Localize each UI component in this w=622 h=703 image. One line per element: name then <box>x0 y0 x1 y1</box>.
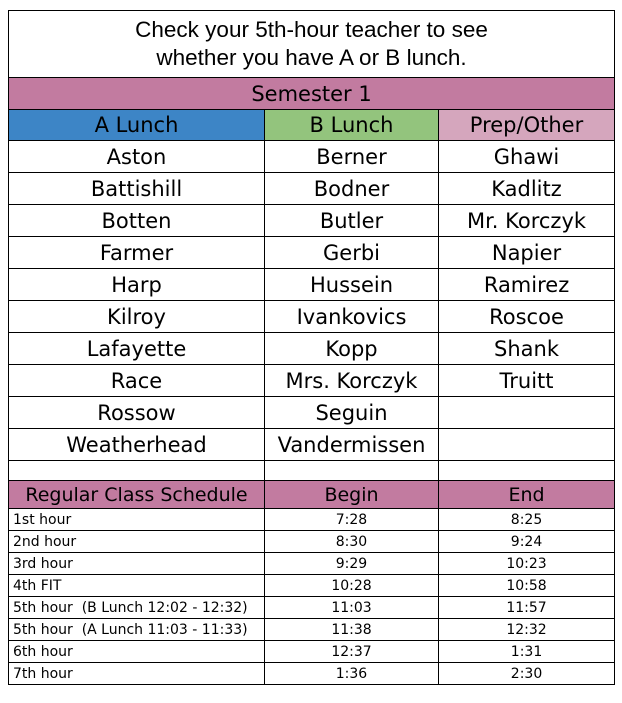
a-lunch-teacher: Lafayette <box>9 333 265 365</box>
teacher-row <box>9 237 615 269</box>
prep-other-teacher: Ramirez <box>439 269 615 301</box>
teacher-row <box>9 333 615 365</box>
title-line-1: Check your 5th-hour teacher to see <box>135 17 488 42</box>
title-row <box>9 11 615 78</box>
schedule-row <box>9 663 615 685</box>
period-begin: 7:28 <box>265 509 439 531</box>
teacher-row <box>9 397 615 429</box>
period-label: 2nd hour <box>9 531 265 553</box>
schedule-row <box>9 597 615 619</box>
period-label: 5th hour (B Lunch 12:02 - 12:32) <box>9 597 265 619</box>
a-lunch-teacher: Rossow <box>9 397 265 429</box>
teacher-row <box>9 141 615 173</box>
title-cell <box>9 11 615 78</box>
period-end: 10:23 <box>439 553 615 575</box>
prep-other-teacher: Napier <box>439 237 615 269</box>
period-begin: 12:37 <box>265 641 439 663</box>
schedule-row <box>9 619 615 641</box>
teacher-row <box>9 429 615 461</box>
prep-other-teacher: Mr. Korczyk <box>439 205 615 237</box>
b-lunch-teacher: Butler <box>265 205 439 237</box>
period-begin: 9:29 <box>265 553 439 575</box>
prep-other-teacher: Shank <box>439 333 615 365</box>
period-end: 8:25 <box>439 509 615 531</box>
a-lunch-teacher: Farmer <box>9 237 265 269</box>
teacher-row <box>9 269 615 301</box>
prep-other-teacher <box>439 397 615 429</box>
teacher-row <box>9 365 615 397</box>
a-lunch-teacher: Battishill <box>9 173 265 205</box>
period-label: 7th hour <box>9 663 265 685</box>
period-label: 5th hour (A Lunch 11:03 - 11:33) <box>9 619 265 641</box>
b-lunch-teacher: Hussein <box>265 269 439 301</box>
begin-header: Begin <box>265 481 439 509</box>
prep-other-teacher: Roscoe <box>439 301 615 333</box>
period-end: 12:32 <box>439 619 615 641</box>
schedule-title-header: Regular Class Schedule <box>9 481 265 509</box>
a-lunch-teacher: Botten <box>9 205 265 237</box>
semester-header: Semester 1 <box>9 78 615 110</box>
teacher-row <box>9 205 615 237</box>
title-line-2: whether you have A or B lunch. <box>156 45 467 70</box>
lunch-header-row <box>9 110 615 141</box>
period-end: 1:31 <box>439 641 615 663</box>
prep-other-teacher: Ghawi <box>439 141 615 173</box>
prep-other-teacher: Kadlitz <box>439 173 615 205</box>
period-label: 3rd hour <box>9 553 265 575</box>
period-label: 1st hour <box>9 509 265 531</box>
period-end: 11:57 <box>439 597 615 619</box>
period-label: 4th FIT <box>9 575 265 597</box>
teacher-row <box>9 301 615 333</box>
end-header: End <box>439 481 615 509</box>
a-lunch-teacher: Race <box>9 365 265 397</box>
schedule-header-row <box>9 481 615 509</box>
schedule-row <box>9 509 615 531</box>
prep-other-teacher: Truitt <box>439 365 615 397</box>
period-end: 9:24 <box>439 531 615 553</box>
prep-other-teacher <box>439 429 615 461</box>
prep-other-header: Prep/Other <box>439 110 615 141</box>
schedule-row <box>9 553 615 575</box>
b-lunch-teacher: Berner <box>265 141 439 173</box>
period-begin: 10:28 <box>265 575 439 597</box>
a-lunch-header: A Lunch <box>9 110 265 141</box>
empty-cell <box>439 461 615 481</box>
b-lunch-teacher: Gerbi <box>265 237 439 269</box>
b-lunch-teacher: Seguin <box>265 397 439 429</box>
b-lunch-teacher: Bodner <box>265 173 439 205</box>
period-begin: 11:03 <box>265 597 439 619</box>
lunch-schedule-sheet <box>8 10 615 685</box>
b-lunch-teacher: Mrs. Korczyk <box>265 365 439 397</box>
schedule-row <box>9 575 615 597</box>
a-lunch-teacher: Weatherhead <box>9 429 265 461</box>
a-lunch-teacher: Harp <box>9 269 265 301</box>
b-lunch-teacher: Vandermissen <box>265 429 439 461</box>
period-begin: 11:38 <box>265 619 439 641</box>
semester-row <box>9 78 615 110</box>
period-end: 2:30 <box>439 663 615 685</box>
b-lunch-teacher: Kopp <box>265 333 439 365</box>
period-begin: 8:30 <box>265 531 439 553</box>
a-lunch-teacher: Aston <box>9 141 265 173</box>
period-begin: 1:36 <box>265 663 439 685</box>
b-lunch-teacher: Ivankovics <box>265 301 439 333</box>
schedule-row <box>9 531 615 553</box>
empty-cell <box>9 461 265 481</box>
teacher-row <box>9 173 615 205</box>
b-lunch-header: B Lunch <box>265 110 439 141</box>
empty-cell <box>265 461 439 481</box>
schedule-row <box>9 641 615 663</box>
spacer-row <box>9 461 615 481</box>
a-lunch-teacher: Kilroy <box>9 301 265 333</box>
period-label: 6th hour <box>9 641 265 663</box>
period-end: 10:58 <box>439 575 615 597</box>
